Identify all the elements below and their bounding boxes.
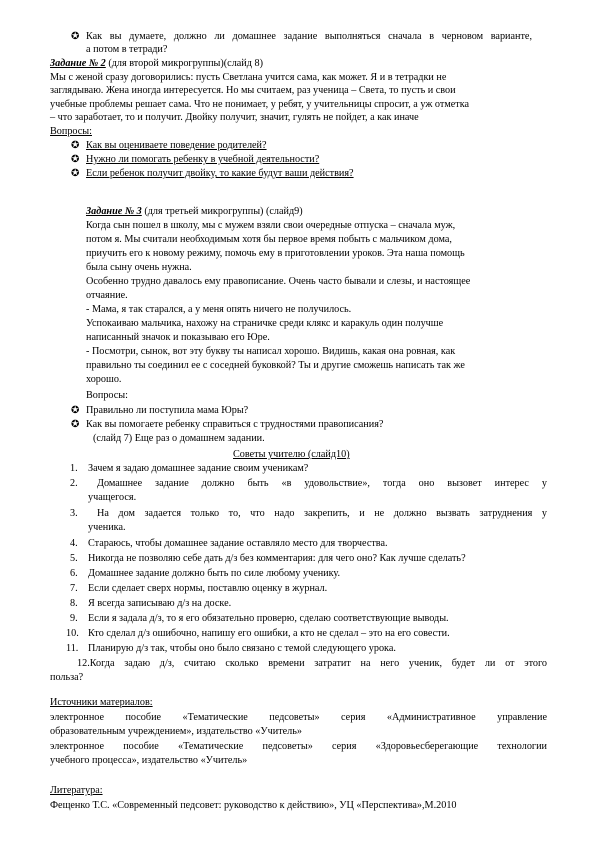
task-2-subtitle: (для второй микрогруппы)(слайд 8) <box>105 58 263 69</box>
question-1-line-2: а потом в тетради? <box>86 44 168 55</box>
task-2-heading <box>50 57 263 70</box>
tip-text: На дом задается только то, что надо закрепить, и не должно вызвать затруднения у <box>97 508 547 519</box>
task-3-text-line: была сыну очень нужна. <box>86 262 192 273</box>
source-line: образовательным учреждением», издательство «Учитель» <box>50 726 302 737</box>
task-2-question: Как вы оцениваете поведение родителей? <box>86 140 267 151</box>
bullet-icon: ✪ <box>71 140 80 151</box>
source-line: учебного процесса», издательство «Учитель» <box>50 755 248 766</box>
task-3-text-line: - Посмотри, сынок, вот эту букву ты написал хорошо. Видишь, какая она ровная, как <box>86 346 456 357</box>
task-3-text-line: приучить его к новому режиму, помочь ему в приготовлении уроков. Эта наша помощь <box>86 248 465 259</box>
tip-number: 7. <box>70 583 78 594</box>
tip-text: Кто сделал д/з ошибочно, напишу его ошибки, а кто не сделал – это на его совести. <box>88 628 450 639</box>
task-2-label: Задание № 2 <box>50 58 106 69</box>
question-1-line-1: Как вы думаете, должно ли домашнее задание выполняться сначала в черновом варианте, <box>86 31 532 42</box>
task-3-subtitle: (для третьей микрогруппы) (слайд9) <box>141 206 303 217</box>
source-line: электронное пособие «Тематические педсоветы» серия «Здоровьесберегающие технологии <box>50 741 547 752</box>
task-2-text-line: – что заработает, то и получит. Двойку получит, значит, гулять не пойдет, а как иначе <box>50 112 419 123</box>
task-3-text-line: потом я. Мы считали необходимым хотя бы первое время побыть с мальчиком дома, <box>86 234 452 245</box>
task-2-text-line: Мы с женой сразу договорились: пусть Светлана учится сама, как может. Я и в тетрадки не <box>50 72 447 83</box>
tip-text: Если сделает сверх нормы, поставлю оценку в журнал. <box>88 583 328 594</box>
task-3-text-line: Особенно трудно давалось ему правописание. Очень часто бывали и слезы, и настоящее <box>86 276 471 287</box>
task-3-text-line: написанный значок и показываю его Юре. <box>86 332 270 343</box>
tip-number: 4. <box>70 538 78 549</box>
tip-text-continued: учащегося. <box>88 492 137 503</box>
bullet-icon: ✪ <box>71 419 80 430</box>
bullet-icon: ✪ <box>71 31 80 42</box>
task-3-text-line: хорошо. <box>86 374 122 385</box>
task-3-text-line: Когда сын пошел в школу, мы с мужем взяли свои очередные отпуска – сначала муж, <box>86 220 456 231</box>
tip-number: 1. <box>70 463 78 474</box>
task-3-text-line: - Мама, я так старался, а у меня опять ничего не получилось. <box>86 304 352 315</box>
task-2-text-line: учебные проблемы решает сама. Что не понимает, у ребят, у учительницы спросит, а уж отметка <box>50 99 470 110</box>
literature-title: Литература: <box>50 785 103 796</box>
tip-12-line-1: 12.Когда задаю д/з, считаю сколько времени затратит на него ученик, будет ли от этого <box>77 658 547 669</box>
tip-text-continued: ученика. <box>88 522 126 533</box>
slide-7-note: (слайд 7) Еще раз о домашнем задании. <box>93 433 265 444</box>
task-3-text-line: правильно ты соединил ее с соседней буковкой? Ты и другие сможешь написать так же <box>86 360 465 371</box>
tip-text: Домашнее задание должно быть «в удовольствие», тогда оно вызовет интерес у <box>97 478 547 489</box>
tip-number: 2. <box>70 478 78 489</box>
task-2-questions-label: Вопросы: <box>50 126 92 137</box>
tip-12-line-2: польза? <box>50 672 84 683</box>
bullet-icon: ✪ <box>71 405 80 416</box>
tip-text: Если я задала д/з, то я его обязательно проверю, сделаю соответствующие выводы. <box>88 613 449 624</box>
task-2-text-line: заглядываю. Жена иногда интересуется. Но мы считаем, раз ученица – Света, то пусть и свои <box>50 85 456 96</box>
tip-text: Домашнее задание должно быть по силе любому ученику. <box>88 568 341 579</box>
task-3-question: Правильно ли поступила мама Юры? <box>86 405 249 416</box>
tip-number: 11. <box>66 643 79 654</box>
tip-text: Я всегда записываю д/з на доске. <box>88 598 232 609</box>
tip-text: Никогда не позволяю себе дать д/з без комментария: для чего оно? Как лучше сделать? <box>88 553 466 564</box>
bullet-icon: ✪ <box>71 154 80 165</box>
tip-text: Стараюсь, чтобы домашнее задание оставляло место для творчества. <box>88 538 388 549</box>
task-2-question: Нужно ли помогать ребенку в учебной деятельности? <box>86 154 320 165</box>
sources-title: Источники материалов: <box>50 697 153 708</box>
literature-entry: Фещенко Т.С. «Современный педсовет: руководство к действию», УЦ «Перспектива»,М.2010 <box>50 800 457 811</box>
tips-title: Советы учителю (слайд10) <box>233 449 350 460</box>
task-3-heading <box>86 205 303 218</box>
task-2-question: Если ребенок получит двойку, то какие будут ваши действия? <box>86 168 354 179</box>
source-line: электронное пособие «Тематические педсоветы» серия «Административное управление <box>50 712 547 723</box>
bullet-icon: ✪ <box>71 168 80 179</box>
task-3-text-line: отчаяние. <box>86 290 128 301</box>
task-3-text-line: Успокаиваю мальчика, нахожу на страничке среди клякс и каракуль один получше <box>86 318 444 329</box>
tip-number: 8. <box>70 598 78 609</box>
tip-number: 9. <box>70 613 78 624</box>
tip-text: Зачем я задаю домашнее задание своим ученикам? <box>88 463 309 474</box>
tip-number: 6. <box>70 568 78 579</box>
tip-number: 10. <box>66 628 79 639</box>
task-3-question: Как вы помогаете ребенку справиться с трудностями правописания? <box>86 419 384 430</box>
task-3-questions-label: Вопросы: <box>86 390 128 401</box>
tip-number: 5. <box>70 553 78 564</box>
tip-text: Планирую д/з так, чтобы оно было связано с темой следующего урока. <box>88 643 396 654</box>
task-3-label: Задание № 3 <box>86 206 142 217</box>
tip-number: 3. <box>70 508 78 519</box>
